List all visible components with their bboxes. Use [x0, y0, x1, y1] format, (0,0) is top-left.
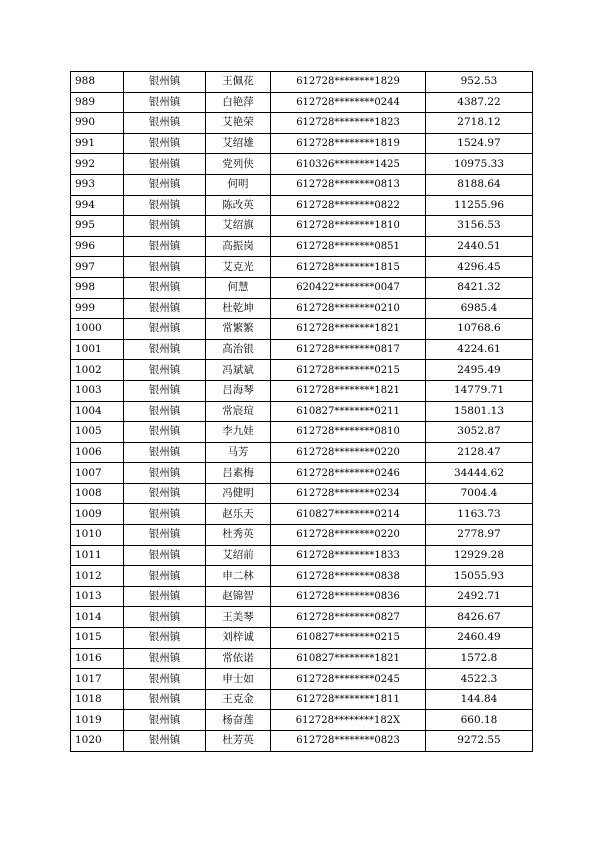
table-row	[71, 195, 533, 216]
table-row	[71, 236, 533, 257]
row-number-cell: 1014	[71, 607, 124, 628]
person-name-cell: 冯斌斌	[206, 360, 271, 381]
row-number-cell: 990	[71, 113, 124, 134]
row-number-cell: 1008	[71, 483, 124, 504]
row-number-cell: 995	[71, 216, 124, 237]
row-number-cell: 1009	[71, 504, 124, 525]
amount-cell: 1572.8	[426, 648, 533, 669]
town-cell: 银州镇	[124, 72, 206, 93]
person-name-cell: 王克金	[206, 689, 271, 710]
town-cell: 银州镇	[124, 731, 206, 752]
table-row	[71, 442, 533, 463]
town-cell: 银州镇	[124, 566, 206, 587]
amount-cell: 2495.49	[426, 360, 533, 381]
town-cell: 银州镇	[124, 92, 206, 113]
amount-cell: 2128.47	[426, 442, 533, 463]
row-number-cell: 992	[71, 154, 124, 175]
town-cell: 银州镇	[124, 628, 206, 649]
person-name-cell: 马芳	[206, 442, 271, 463]
table-row	[71, 669, 533, 690]
id-number-cell: 612728********0823	[271, 731, 426, 752]
id-number-cell: 612728********0220	[271, 525, 426, 546]
id-number-cell: 612728********0210	[271, 298, 426, 319]
town-cell: 银州镇	[124, 504, 206, 525]
person-name-cell: 艾克光	[206, 257, 271, 278]
id-number-cell: 612728********1821	[271, 380, 426, 401]
table-row	[71, 710, 533, 731]
town-cell: 银州镇	[124, 463, 206, 484]
person-name-cell: 党列侠	[206, 154, 271, 175]
id-number-cell: 612728********0220	[271, 442, 426, 463]
person-name-cell: 杜秀英	[206, 525, 271, 546]
person-name-cell: 刘梓诚	[206, 628, 271, 649]
person-name-cell: 高振岗	[206, 236, 271, 257]
person-name-cell: 常依诺	[206, 648, 271, 669]
row-number-cell: 1017	[71, 669, 124, 690]
table-row	[71, 463, 533, 484]
table-row	[71, 731, 533, 752]
person-name-cell: 李九娃	[206, 422, 271, 443]
town-cell: 银州镇	[124, 380, 206, 401]
town-cell: 银州镇	[124, 545, 206, 566]
town-cell: 银州镇	[124, 277, 206, 298]
table-row	[71, 648, 533, 669]
id-number-cell: 612728********0810	[271, 422, 426, 443]
amount-cell: 34444.62	[426, 463, 533, 484]
row-number-cell: 1002	[71, 360, 124, 381]
person-name-cell: 杜芳英	[206, 731, 271, 752]
person-name-cell: 杜乾坤	[206, 298, 271, 319]
amount-cell: 144.84	[426, 689, 533, 710]
row-number-cell: 1016	[71, 648, 124, 669]
id-number-cell: 612728********0215	[271, 360, 426, 381]
row-number-cell: 991	[71, 133, 124, 154]
amount-cell: 6985.4	[426, 298, 533, 319]
town-cell: 银州镇	[124, 339, 206, 360]
person-name-cell: 申士如	[206, 669, 271, 690]
town-cell: 银州镇	[124, 216, 206, 237]
person-name-cell: 王美琴	[206, 607, 271, 628]
amount-cell: 10975.33	[426, 154, 533, 175]
town-cell: 银州镇	[124, 236, 206, 257]
town-cell: 银州镇	[124, 319, 206, 340]
town-cell: 银州镇	[124, 154, 206, 175]
table-row	[71, 133, 533, 154]
table-row	[71, 566, 533, 587]
table-row	[71, 298, 533, 319]
id-number-cell: 612728********1811	[271, 689, 426, 710]
id-number-cell: 612728********1821	[271, 319, 426, 340]
town-cell: 银州镇	[124, 689, 206, 710]
town-cell: 银州镇	[124, 195, 206, 216]
town-cell: 银州镇	[124, 586, 206, 607]
table-row	[71, 483, 533, 504]
person-name-cell: 艾绍雄	[206, 133, 271, 154]
id-number-cell: 612728********0838	[271, 566, 426, 587]
row-number-cell: 1015	[71, 628, 124, 649]
id-number-cell: 612728********0245	[271, 669, 426, 690]
id-number-cell: 612728********0246	[271, 463, 426, 484]
amount-cell: 15801.13	[426, 401, 533, 422]
town-cell: 银州镇	[124, 360, 206, 381]
table-row	[71, 689, 533, 710]
person-name-cell: 陈改英	[206, 195, 271, 216]
id-number-cell: 612728********0244	[271, 92, 426, 113]
person-name-cell: 王佩花	[206, 72, 271, 93]
id-number-cell: 612728********1815	[271, 257, 426, 278]
id-number-cell: 620422********0047	[271, 277, 426, 298]
table-row	[71, 401, 533, 422]
amount-cell: 8188.64	[426, 174, 533, 195]
town-cell: 银州镇	[124, 648, 206, 669]
amount-cell: 660.18	[426, 710, 533, 731]
amount-cell: 2492.71	[426, 586, 533, 607]
row-number-cell: 1013	[71, 586, 124, 607]
row-number-cell: 997	[71, 257, 124, 278]
row-number-cell: 999	[71, 298, 124, 319]
table-row	[71, 92, 533, 113]
amount-cell: 3052.87	[426, 422, 533, 443]
id-number-cell: 612728********1823	[271, 113, 426, 134]
row-number-cell: 1010	[71, 525, 124, 546]
amount-cell: 2460.49	[426, 628, 533, 649]
table-row	[71, 154, 533, 175]
town-cell: 银州镇	[124, 669, 206, 690]
table-row	[71, 277, 533, 298]
row-number-cell: 996	[71, 236, 124, 257]
id-number-cell: 612728********1833	[271, 545, 426, 566]
person-name-cell: 杨奋莲	[206, 710, 271, 731]
id-number-cell: 612728********0234	[271, 483, 426, 504]
row-number-cell: 1012	[71, 566, 124, 587]
id-number-cell: 612728********0822	[271, 195, 426, 216]
id-number-cell: 612728********0836	[271, 586, 426, 607]
row-number-cell: 1007	[71, 463, 124, 484]
table-row	[71, 545, 533, 566]
row-number-cell: 988	[71, 72, 124, 93]
amount-cell: 8421.32	[426, 277, 533, 298]
table-row	[71, 216, 533, 237]
amount-cell: 2718.12	[426, 113, 533, 134]
row-number-cell: 989	[71, 92, 124, 113]
amount-cell: 11255.96	[426, 195, 533, 216]
id-number-cell: 610827********0214	[271, 504, 426, 525]
person-name-cell: 申二林	[206, 566, 271, 587]
town-cell: 银州镇	[124, 422, 206, 443]
table-row	[71, 174, 533, 195]
amount-cell: 1163.73	[426, 504, 533, 525]
person-name-cell: 冯健明	[206, 483, 271, 504]
town-cell: 银州镇	[124, 133, 206, 154]
table-row	[71, 339, 533, 360]
person-name-cell: 何明	[206, 174, 271, 195]
amount-cell: 4224.61	[426, 339, 533, 360]
amount-cell: 4522.3	[426, 669, 533, 690]
id-number-cell: 612728********1829	[271, 72, 426, 93]
person-name-cell: 常宸瑄	[206, 401, 271, 422]
id-number-cell: 612728********0827	[271, 607, 426, 628]
id-number-cell: 612728********0851	[271, 236, 426, 257]
amount-cell: 3156.53	[426, 216, 533, 237]
town-cell: 银州镇	[124, 113, 206, 134]
person-name-cell: 吕海琴	[206, 380, 271, 401]
id-number-cell: 610827********0211	[271, 401, 426, 422]
amount-cell: 14779.71	[426, 380, 533, 401]
records-table-body	[71, 72, 533, 752]
id-number-cell: 612728********182X	[271, 710, 426, 731]
table-row	[71, 72, 533, 93]
table-row	[71, 380, 533, 401]
table-row	[71, 360, 533, 381]
amount-cell: 10768.6	[426, 319, 533, 340]
town-cell: 银州镇	[124, 174, 206, 195]
amount-cell: 1524.97	[426, 133, 533, 154]
row-number-cell: 1000	[71, 319, 124, 340]
amount-cell: 2440.51	[426, 236, 533, 257]
row-number-cell: 1004	[71, 401, 124, 422]
amount-cell: 8426.67	[426, 607, 533, 628]
person-name-cell: 艾绍旗	[206, 216, 271, 237]
table-row	[71, 319, 533, 340]
town-cell: 银州镇	[124, 401, 206, 422]
row-number-cell: 1011	[71, 545, 124, 566]
person-name-cell: 白艳萍	[206, 92, 271, 113]
town-cell: 银州镇	[124, 442, 206, 463]
id-number-cell: 610827********0215	[271, 628, 426, 649]
row-number-cell: 1019	[71, 710, 124, 731]
person-name-cell: 何慧	[206, 277, 271, 298]
table-row	[71, 257, 533, 278]
id-number-cell: 612728********1810	[271, 216, 426, 237]
table-row	[71, 422, 533, 443]
town-cell: 银州镇	[124, 525, 206, 546]
row-number-cell: 1020	[71, 731, 124, 752]
town-cell: 银州镇	[124, 257, 206, 278]
table-row	[71, 628, 533, 649]
person-name-cell: 吕素梅	[206, 463, 271, 484]
table-row	[71, 525, 533, 546]
person-name-cell: 高治银	[206, 339, 271, 360]
amount-cell: 12929.28	[426, 545, 533, 566]
row-number-cell: 1005	[71, 422, 124, 443]
table-row	[71, 113, 533, 134]
amount-cell: 9272.55	[426, 731, 533, 752]
id-number-cell: 612728********1819	[271, 133, 426, 154]
amount-cell: 4296.45	[426, 257, 533, 278]
amount-cell: 4387.22	[426, 92, 533, 113]
person-name-cell: 赵乐天	[206, 504, 271, 525]
row-number-cell: 993	[71, 174, 124, 195]
table-row	[71, 504, 533, 525]
town-cell: 银州镇	[124, 298, 206, 319]
row-number-cell: 998	[71, 277, 124, 298]
person-name-cell: 艾绍前	[206, 545, 271, 566]
row-number-cell: 1001	[71, 339, 124, 360]
id-number-cell: 612728********0813	[271, 174, 426, 195]
id-number-cell: 610827********1821	[271, 648, 426, 669]
row-number-cell: 1003	[71, 380, 124, 401]
person-name-cell: 常繁繁	[206, 319, 271, 340]
table-row	[71, 586, 533, 607]
id-number-cell: 612728********0817	[271, 339, 426, 360]
amount-cell: 952.53	[426, 72, 533, 93]
row-number-cell: 1006	[71, 442, 124, 463]
records-table	[70, 71, 533, 752]
row-number-cell: 994	[71, 195, 124, 216]
town-cell: 银州镇	[124, 607, 206, 628]
row-number-cell: 1018	[71, 689, 124, 710]
person-name-cell: 赵锦智	[206, 586, 271, 607]
id-number-cell: 610326********1425	[271, 154, 426, 175]
amount-cell: 7004.4	[426, 483, 533, 504]
amount-cell: 2778.97	[426, 525, 533, 546]
table-row	[71, 607, 533, 628]
town-cell: 银州镇	[124, 483, 206, 504]
town-cell: 银州镇	[124, 710, 206, 731]
amount-cell: 15055.93	[426, 566, 533, 587]
person-name-cell: 艾艳荣	[206, 113, 271, 134]
